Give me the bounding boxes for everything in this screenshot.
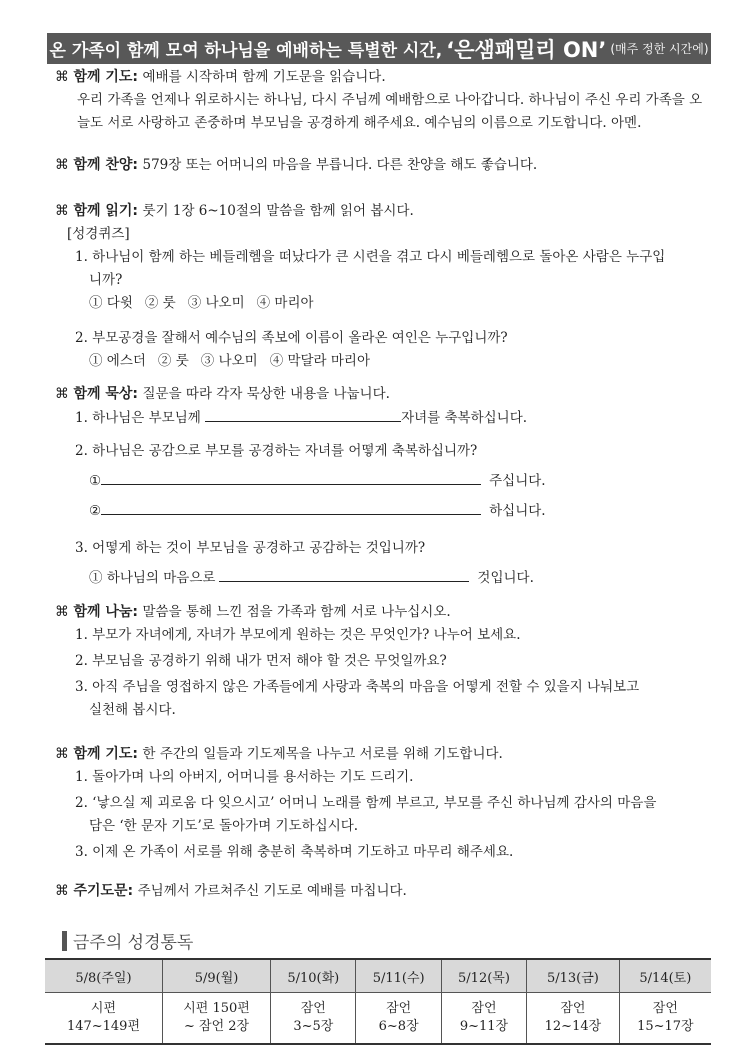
command-icon: ⌘: [55, 203, 69, 219]
prayer-item-3: 3. 이제 온 가족이 서로를 위해 충분히 축복하며 기도하고 마무리 해주세요.: [75, 844, 514, 860]
table-header: 5/10(화): [271, 959, 356, 993]
table-header: 5/9(월): [162, 959, 270, 993]
meditation-answer-3: ① 하나님의 마음으로 것입니다.: [55, 566, 711, 590]
prayer-item-2: 2. ‘낳으실 제 괴로움 다 잊으시고’ 어머니 노래를 함께 부르고, 부모를 주신 하나님께 감사의 마음을 담은 ‘한 문자 기도’로 돌아가며 기도하십시다.: [75, 795, 657, 834]
quiz-choices-1: ① 다윗 ② 룻 ③ 나오미 ④ 마리아: [89, 295, 314, 311]
table-header: 5/13(금): [527, 959, 620, 993]
command-icon: ⌘: [55, 69, 69, 85]
answer-blank: [101, 499, 481, 515]
lords-prayer-section: [55, 880, 711, 903]
table-header-row: [45, 959, 711, 993]
sharing-item-1: 1. 부모가 자녀에게, 자녀가 부모에게 원하는 것은 무엇인가? 나누어 보세요.: [75, 627, 521, 643]
table-row: [45, 993, 711, 1045]
answer-blank: [101, 469, 481, 485]
prayer-text: 우리 가족을 언제나 위로하시는 하나님, 다시 주님께 예배함으로 나아갑니다. 하나님이 주신 우리 가족을 오늘도 서로 사랑하고 존중하며 부모님을 공경하게 해주세요. 예수님의 이름으로 기도합니다. 아멘.: [77, 92, 703, 131]
prayer-item-1: 1. 돌아가며 나의 아버지, 어머니를 용서하는 기도 드리기.: [75, 769, 414, 785]
meditation-question-2: 2. 하나님은 공감으로 부모를 공경하는 자녀를 어떻게 축복하십니까?: [75, 443, 478, 459]
praise-section: [55, 154, 711, 177]
sharing-section: [55, 601, 711, 722]
table-header: 5/12(목): [441, 959, 526, 993]
section-desc: 룻기 1장 6~10절의 말씀을 함께 읽어 봅시다.: [142, 203, 414, 219]
section-keyword: 함께 묵상:: [73, 386, 139, 402]
reading-plan-table: [45, 958, 711, 1045]
command-icon: ⌘: [55, 883, 69, 899]
meditation-section: [55, 383, 711, 590]
meditation-question-3: 3. 어떻게 하는 것이 부모님을 공경하고 공감하는 것입니까?: [75, 540, 426, 556]
quiz-choices-2: ① 에스더 ② 룻 ③ 나오미 ④ 막달라 마리아: [89, 353, 371, 369]
section-keyword: 함께 나눔:: [73, 604, 139, 620]
section-desc: 예배를 시작하며 함께 기도문을 읽습니다.: [142, 69, 386, 85]
command-icon: ⌘: [55, 386, 69, 402]
banner-sub: (매주 정한 시간에): [610, 42, 709, 56]
title-banner: [47, 33, 711, 64]
sharing-item-2: 2. 부모님을 공경하기 위해 내가 먼저 해야 할 것은 무엇일까요?: [75, 653, 447, 669]
quiz-question-1: 1. 하나님이 함께 하는 베들레헴을 떠났다가 큰 시련을 겪고 다시 베들레헴으로 돌아온 사람은 누구입 니까?: [75, 249, 666, 288]
table-header: 5/8(주일): [45, 959, 162, 993]
table-header: 5/11(수): [356, 959, 441, 993]
prayer-section: [55, 66, 711, 135]
reading-section: [55, 200, 711, 373]
table-header: 5/14(토): [619, 959, 711, 993]
reading-plan-title: 금주의 성경통독: [62, 928, 193, 953]
section-keyword: 함께 찬양:: [73, 157, 139, 173]
section-keyword: 함께 읽기:: [73, 203, 139, 219]
answer-blank: [219, 566, 469, 582]
banner-main: 온 가족이 함께 모여 하나님을 예배하는 특별한 시간,: [49, 41, 443, 61]
section-desc: 한 주간의 일들과 기도제목을 나누고 서로를 위해 기도합니다.: [142, 746, 503, 762]
table-cell: 잠언 3~5장: [271, 993, 356, 1045]
section-desc: 주님께서 가르쳐주신 기도로 예배를 마칩니다.: [137, 883, 407, 899]
table-cell: 잠언 15~17장: [619, 993, 711, 1045]
answer-blank: [205, 406, 401, 422]
section-desc: 말씀을 통해 느낀 점을 가족과 함께 서로 나누십시오.: [142, 604, 451, 620]
table-cell: 잠언 9~11장: [441, 993, 526, 1045]
section-desc: 질문을 따라 각자 묵상한 내용을 나눕니다.: [142, 386, 390, 402]
title-bar-icon: [62, 931, 67, 951]
prayer-section-2: [55, 743, 711, 864]
command-icon: ⌘: [55, 746, 69, 762]
banner-title: ‘은샘패밀리 ON’: [446, 37, 607, 62]
section-keyword: 함께 기도:: [73, 746, 139, 762]
quiz-question-2: 2. 부모공경을 잘해서 예수님의 족보에 이름이 올라온 여인은 누구입니까?: [75, 330, 508, 346]
command-icon: ⌘: [55, 157, 69, 173]
table-cell: 시편 150편 ~ 잠언 2장: [162, 993, 270, 1045]
quiz-label: [성경퀴즈]: [67, 226, 130, 242]
section-keyword: 함께 기도:: [73, 69, 139, 85]
section-desc: 579장 또는 어머니의 마음을 부릅니다. 다른 찬양을 해도 좋습니다.: [142, 157, 538, 173]
sharing-item-3: 3. 아직 주님을 영접하지 않은 가족들에게 사랑과 축복의 마음을 어떻게 전할 수 있을지 나눠보고 실천해 봅시다.: [75, 679, 640, 718]
section-keyword: 주기도문:: [73, 883, 134, 899]
meditation-answer-2-2: ② 하십니다.: [55, 499, 711, 523]
table-cell: 잠언 12~14장: [527, 993, 620, 1045]
command-icon: ⌘: [55, 604, 69, 620]
meditation-answer-2-1: ① 주십니다.: [55, 469, 711, 493]
table-cell: 시편 147~149편: [45, 993, 162, 1045]
meditation-question-1: 1. 하나님은 부모님께 자녀를 축복하십니다.: [55, 406, 711, 430]
table-cell: 잠언 6~8장: [356, 993, 441, 1045]
